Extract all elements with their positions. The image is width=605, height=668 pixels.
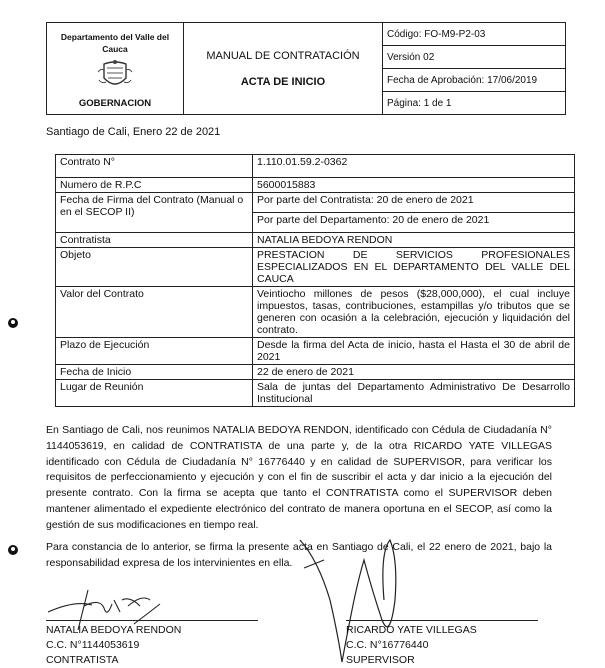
inicio-label: Fecha de Inicio [56, 365, 253, 380]
supervisor-signature-block [346, 620, 538, 668]
plazo-value: Desde la firma del Acta de inicio, hasta el Hasta el 30 de abril de 2021 [253, 338, 575, 365]
header-logo-cell [47, 23, 184, 115]
contrato-label: Contrato N° [56, 155, 253, 178]
gobernacion-label: GOBERNACION [78, 97, 152, 109]
fecha-aprobacion: Fecha de Aprobación: 17/06/2019 [383, 69, 566, 92]
punch-hole-mark [8, 545, 18, 555]
department-name: Departamento del Valle del Cauca [60, 31, 170, 54]
objeto-label: Objeto [56, 248, 253, 287]
table-row [56, 248, 575, 287]
valor-value: Veintiocho millones de pesos ($28,000,000), el cual incluye impuestos, tasas, contribuciones, estampillas y/o tributos que se generen con ocasión a la celebración, ejecución y liquidación del contrato. [253, 287, 575, 338]
table-row [56, 178, 575, 193]
contratista-cc: C.C. N°1144053619 [46, 639, 140, 651]
version: Versión 02 [383, 46, 566, 69]
contrato-value: 1.110.01.59.2-0362 [253, 155, 575, 178]
manual-title: MANUAL DE CONTRATACIÓN [206, 49, 360, 62]
firma-label: Fecha de Firma del Contrato (Manual o en el SECOP II) [56, 193, 253, 233]
closing-paragraph: Para constancia de lo anterior, se firma la presente acta en Santiago de Cali, el 22 enero de 2021, bajo la responsabilidad expresa de los intervinientes en ella. [46, 541, 552, 569]
lugar-value: Sala de juntas del Departamento Administrativo De Desarrollo Institucional [253, 380, 575, 407]
table-row [56, 380, 575, 407]
signature-line [346, 620, 538, 621]
codigo: Código: FO-M9-P2-03 [383, 23, 566, 46]
firma-contratista: Por parte del Contratista: 20 de enero de 2021 [253, 193, 575, 213]
table-row [56, 233, 575, 248]
lugar-label: Lugar de Reunión [56, 380, 253, 407]
table-row [56, 365, 575, 380]
table-row [56, 338, 575, 365]
plazo-label: Plazo de Ejecución [56, 338, 253, 365]
body-paragraph: En Santiago de Cali, nos reunimos NATALIA BEDOYA RENDON, identificado con Cédula de Ciudadanía N° 1144053619, en calidad de CONTRATISTA de una parte y, de la otra RICARDO YATE VILLEGAS identificado con Cédula de Ciudadanía N° 16776440 y en calidad de SUPERVISOR, para verificar los requisitos de perfeccionamiento y ejecución y con el fin de suscribir el acta y dar inicio a la ejecución del presente contrato. Con la firma se acepta que tanto el CONTRATISTA como el SUPERVISOR deben mantener alimentado el expediente electrónico del contrato de manera oportuna en el SECOP, así como la gestión de sus modificaciones en tiempo real. [46, 424, 552, 531]
contratista-name: NATALIA BEDOYA RENDON [46, 624, 182, 636]
supervisor-role: SUPERVISOR [346, 654, 415, 666]
supervisor-cc: C.C. N°16776440 [346, 639, 429, 651]
contratista-role: CONTRATISTA [46, 654, 119, 666]
inicio-value: 22 de enero de 2021 [253, 365, 575, 380]
rpc-label: Numero de R.P.C [56, 178, 253, 193]
city-date: Santiago de Cali, Enero 22 de 2021 [46, 126, 221, 138]
document-title: ACTA DE INICIO [240, 75, 326, 88]
objeto-value: PRESTACION DE SERVICIOS PROFESIONALES ESPECIALIZADOS EN EL DEPARTAMENTO DEL VALLE DEL CAUCA [253, 248, 575, 287]
header-title-cell [184, 23, 383, 115]
contratista-signature-block [46, 620, 258, 668]
firma-departamento: Por parte del Departamento: 20 de enero de 2021 [253, 213, 575, 233]
valor-label: Valor del Contrato [56, 287, 253, 338]
contratista-label: Contratista [56, 233, 253, 248]
table-row [56, 287, 575, 338]
table-row [56, 193, 575, 213]
rpc-value: 5600015883 [253, 178, 575, 193]
signature-line [46, 620, 258, 621]
pagina: Página: 1 de 1 [383, 92, 566, 115]
contratista-value: NATALIA BEDOYA RENDON [253, 233, 575, 248]
supervisor-name: RICARDO YATE VILLEGAS [346, 624, 477, 636]
contract-table [55, 154, 575, 407]
table-row [56, 155, 575, 178]
header-table [46, 22, 566, 115]
coat-of-arms-icon [96, 58, 134, 92]
punch-hole-mark [8, 318, 18, 328]
